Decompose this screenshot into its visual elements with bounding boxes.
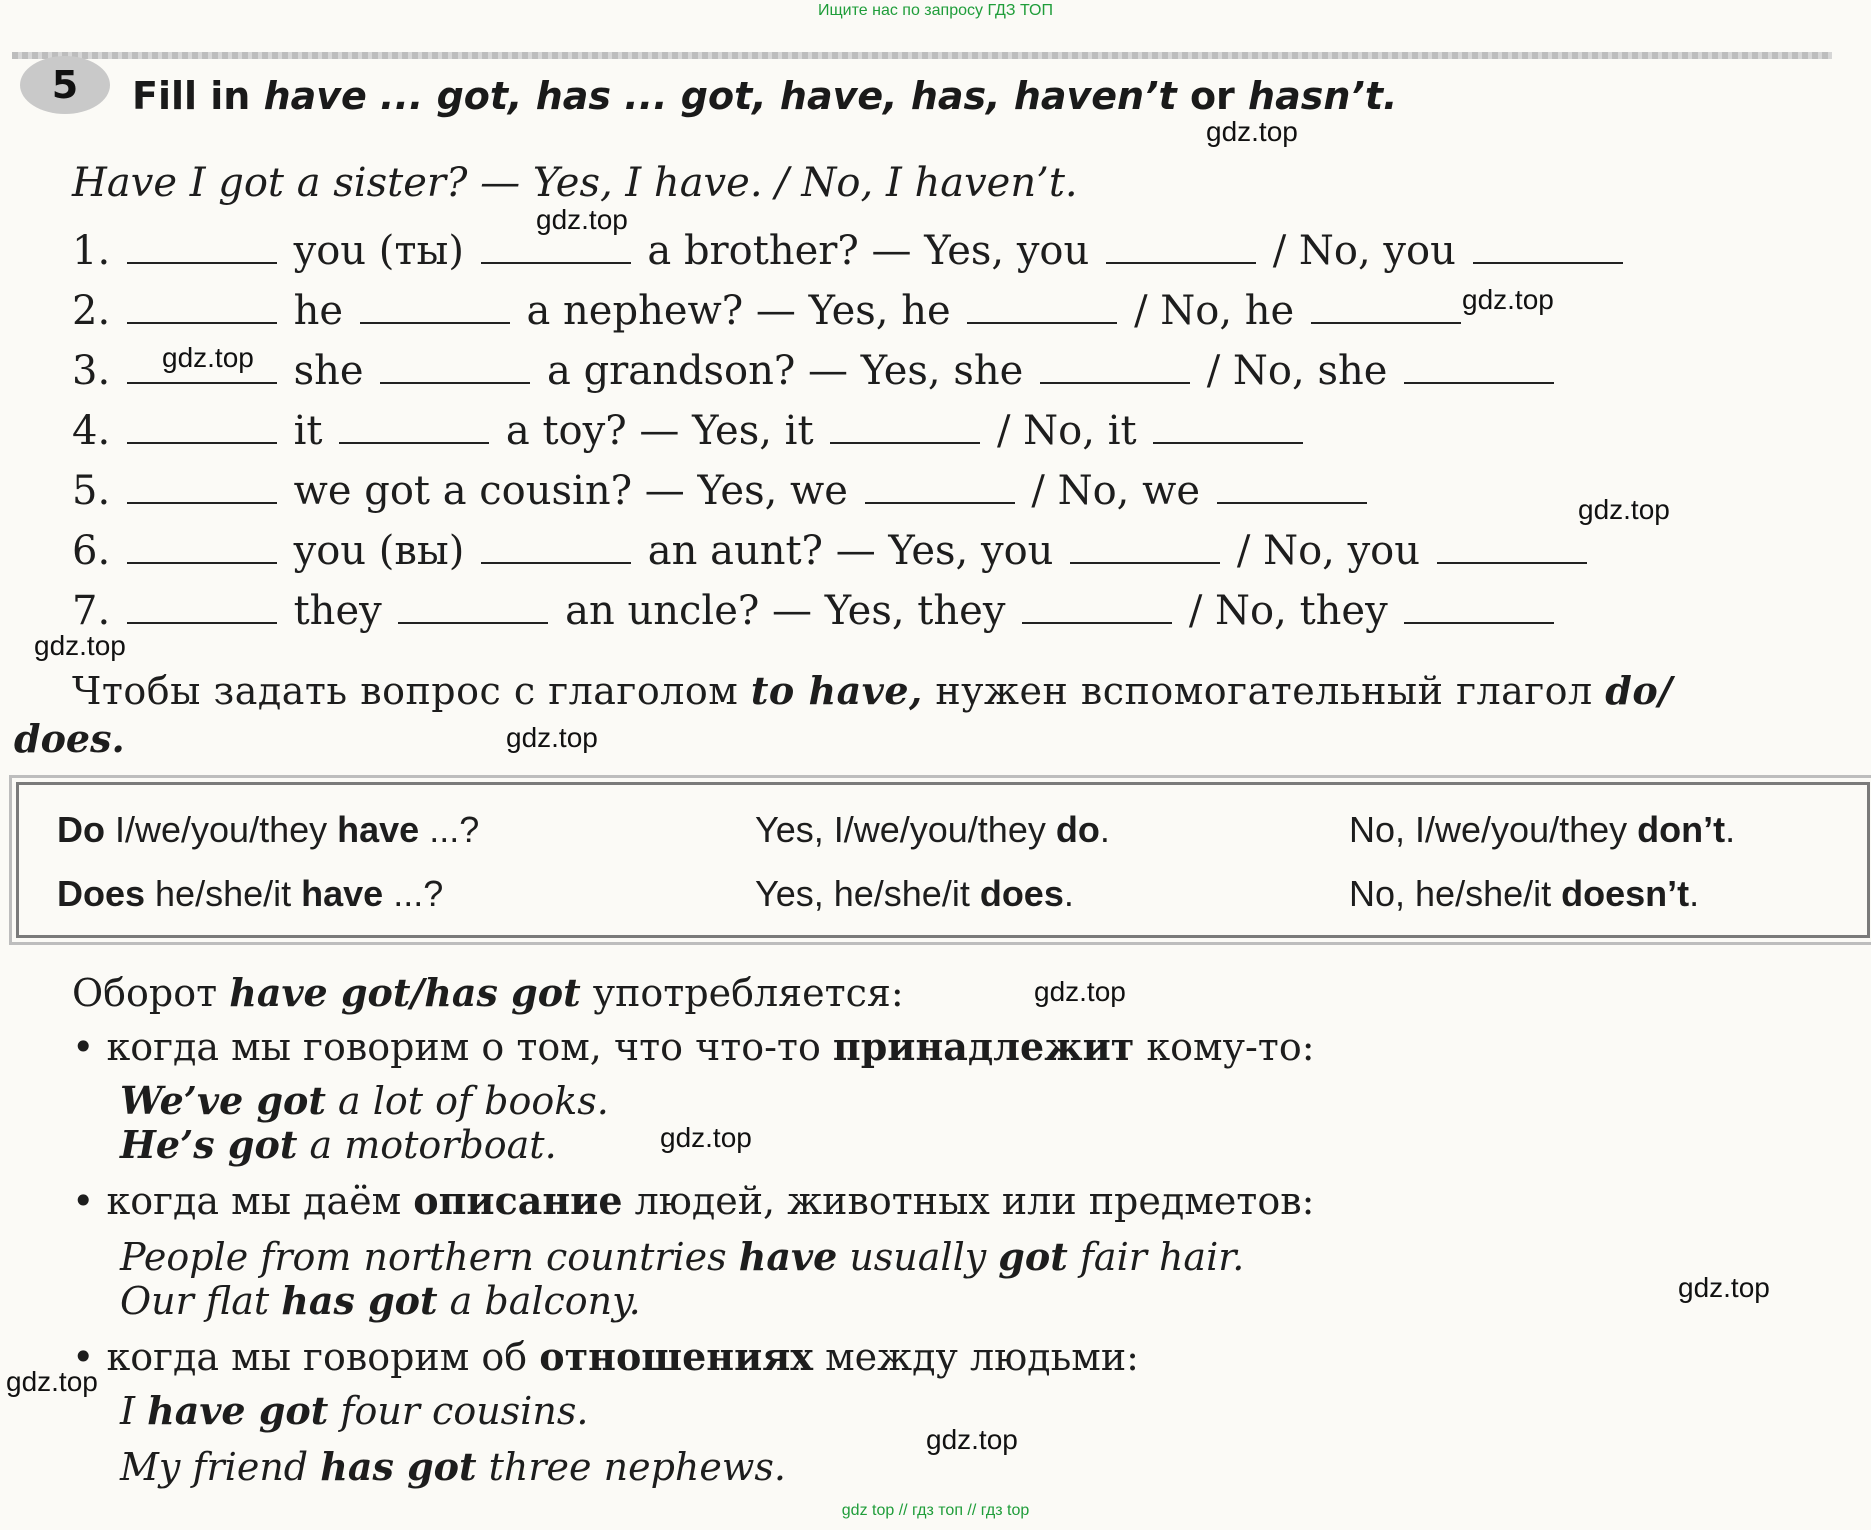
usage-bullet bbox=[72, 1178, 1314, 1223]
example-text: a lot of books. bbox=[325, 1079, 609, 1123]
exercise-heading bbox=[132, 74, 1397, 118]
short-answer-no-singular bbox=[1349, 873, 1699, 915]
item-text: / No, you bbox=[1236, 528, 1421, 574]
item-number: 6. bbox=[72, 528, 111, 574]
exercise-item bbox=[72, 528, 1591, 574]
answer-blank[interactable] bbox=[1217, 500, 1367, 504]
watermark: gdz.top bbox=[926, 1424, 1018, 1455]
item-number: 2. bbox=[72, 288, 111, 334]
answer-blank[interactable] bbox=[127, 500, 277, 504]
answer-blank[interactable] bbox=[127, 320, 277, 324]
watermark: gdz.top bbox=[6, 1366, 98, 1397]
example-emphasis: have bbox=[738, 1234, 838, 1279]
watermark: gdz.top bbox=[34, 630, 126, 661]
usage-example bbox=[120, 1078, 609, 1123]
item-number: 7. bbox=[72, 588, 111, 634]
watermark: gdz.top bbox=[1462, 284, 1554, 315]
auxiliary-note bbox=[72, 668, 1673, 713]
grammar-text: ...? bbox=[383, 873, 444, 914]
exercise-item bbox=[72, 408, 1307, 454]
usage-text: употребляется: bbox=[580, 971, 904, 1015]
example-sentence: Have I got a sister? — Yes, I have. / No, I haven’t. bbox=[72, 160, 1078, 206]
watermark: gdz.top bbox=[1034, 976, 1126, 1007]
heading-options: have ... got, has ... got, have, has, haven’t bbox=[263, 74, 1177, 118]
grammar-text: No, I/we/you/they bbox=[1349, 809, 1638, 850]
answer-blank[interactable] bbox=[865, 500, 1015, 504]
item-number: 1. bbox=[72, 228, 111, 274]
grammar-text: he/she/it bbox=[145, 873, 302, 914]
answer-blank[interactable] bbox=[127, 260, 277, 264]
grammar-text: . bbox=[1725, 809, 1736, 850]
example-text: four cousins. bbox=[328, 1389, 589, 1433]
watermark: gdz.top bbox=[506, 722, 598, 753]
bullet-text: людей, животных или предметов: bbox=[622, 1179, 1315, 1223]
bullet-text: • когда мы даём bbox=[72, 1179, 414, 1223]
usage-heading bbox=[72, 970, 904, 1015]
answer-blank[interactable] bbox=[360, 320, 510, 324]
item-text: they bbox=[293, 588, 382, 634]
exercise-item bbox=[72, 348, 1558, 394]
item-number: 3. bbox=[72, 348, 111, 394]
answer-blank[interactable] bbox=[481, 260, 631, 264]
short-answer-yes-singular bbox=[755, 873, 1074, 915]
note-emphasis: do/ bbox=[1605, 668, 1673, 713]
item-text: / No, he bbox=[1134, 288, 1295, 334]
bullet-emphasis: принадлежит bbox=[832, 1024, 1135, 1069]
grammar-text: I/we/you/they bbox=[105, 809, 338, 850]
answer-blank[interactable] bbox=[380, 380, 530, 384]
grammar-bold: Do bbox=[57, 809, 105, 850]
auxiliary-note-continued: does. bbox=[14, 716, 125, 761]
example-emphasis: We’ve got bbox=[120, 1078, 326, 1123]
exercise-item bbox=[72, 468, 1371, 514]
exercise-item bbox=[72, 588, 1558, 634]
usage-example bbox=[120, 1388, 588, 1433]
item-text: she bbox=[293, 348, 364, 394]
example-text: a balcony. bbox=[437, 1279, 641, 1323]
note-emphasis: to have, bbox=[750, 668, 923, 713]
watermark: gdz.top bbox=[536, 204, 628, 235]
usage-bullet bbox=[72, 1024, 1315, 1069]
item-text: a toy? — Yes, it bbox=[505, 408, 814, 454]
item-text: we got a cousin? — Yes, we bbox=[293, 468, 848, 514]
short-answer-no-plural bbox=[1349, 809, 1735, 851]
answer-blank[interactable] bbox=[1473, 260, 1623, 264]
answer-blank[interactable] bbox=[339, 440, 489, 444]
answer-blank[interactable] bbox=[1404, 380, 1554, 384]
grammar-text: ...? bbox=[419, 809, 480, 850]
answer-blank[interactable] bbox=[1404, 620, 1554, 624]
grammar-bold: do bbox=[1055, 809, 1100, 850]
heading-prefix: Fill in bbox=[132, 74, 264, 118]
example-text: usually bbox=[837, 1235, 999, 1279]
grammar-table bbox=[16, 782, 1870, 938]
footer-links[interactable]: gdz top // гдз топ // гдз top bbox=[841, 1502, 1030, 1519]
usage-example bbox=[120, 1122, 557, 1167]
bullet-text: • когда мы говорим о том, что что-то bbox=[72, 1025, 833, 1069]
answer-blank[interactable] bbox=[1106, 260, 1256, 264]
example-text: fair hair. bbox=[1067, 1235, 1245, 1279]
usage-bullet bbox=[72, 1334, 1139, 1379]
item-text: a grandson? — Yes, she bbox=[547, 348, 1024, 394]
answer-blank[interactable] bbox=[1070, 560, 1220, 564]
answer-blank[interactable] bbox=[398, 620, 548, 624]
usage-text: Оборот bbox=[72, 971, 230, 1015]
question-form-singular bbox=[57, 873, 443, 915]
usage-emphasis: have got/has got bbox=[229, 970, 581, 1015]
usage-example bbox=[120, 1444, 786, 1489]
answer-blank[interactable] bbox=[830, 440, 980, 444]
exercise-item bbox=[72, 228, 1627, 274]
grammar-bold: doesn’t bbox=[1561, 873, 1690, 914]
bullet-emphasis: отношениях bbox=[539, 1334, 814, 1379]
example-text: three nephews. bbox=[476, 1445, 786, 1489]
grammar-text: . bbox=[1689, 873, 1700, 914]
item-text: / No, they bbox=[1188, 588, 1388, 634]
item-text: an aunt? — Yes, you bbox=[647, 528, 1054, 574]
watermark: gdz.top bbox=[162, 342, 254, 373]
item-text: a brother? — Yes, you bbox=[647, 228, 1090, 274]
item-text: / No, you bbox=[1272, 228, 1456, 274]
example-emphasis: have got bbox=[147, 1388, 329, 1433]
grammar-text: . bbox=[1063, 873, 1074, 914]
answer-blank[interactable] bbox=[127, 620, 277, 624]
short-answer-yes-plural bbox=[755, 809, 1110, 851]
item-text: / No, it bbox=[996, 408, 1137, 454]
note-text: Чтобы задать вопрос с глаголом bbox=[72, 669, 751, 713]
grammar-text: No, he/she/it bbox=[1349, 873, 1562, 914]
grammar-text: Yes, he/she/it bbox=[755, 873, 980, 914]
heading-last: hasn’t. bbox=[1248, 74, 1398, 118]
watermark: gdz.top bbox=[1206, 116, 1298, 147]
item-number: 5. bbox=[72, 468, 111, 514]
exercise-item bbox=[72, 288, 1465, 334]
answer-blank[interactable] bbox=[127, 440, 277, 444]
example-text: Our flat bbox=[120, 1279, 282, 1323]
item-text: he bbox=[293, 288, 344, 334]
example-emphasis: got bbox=[998, 1234, 1068, 1279]
example-text: I bbox=[120, 1389, 148, 1433]
item-text: / No, she bbox=[1206, 348, 1388, 394]
watermark: gdz.top bbox=[1578, 494, 1670, 525]
answer-blank[interactable] bbox=[127, 380, 277, 384]
example-text: a motorboat. bbox=[297, 1123, 557, 1167]
item-text: / No, we bbox=[1031, 468, 1201, 514]
example-emphasis: He’s got bbox=[120, 1122, 298, 1167]
answer-blank[interactable] bbox=[967, 320, 1117, 324]
grammar-bold: Does bbox=[57, 873, 146, 914]
grammar-text: . bbox=[1099, 809, 1110, 850]
grammar-bold: have bbox=[301, 873, 384, 914]
grammar-bold: don’t bbox=[1637, 809, 1726, 850]
usage-example bbox=[120, 1278, 641, 1323]
item-text: a nephew? — Yes, he bbox=[526, 288, 951, 334]
item-text: you (вы) bbox=[293, 528, 465, 574]
bullet-text: кому-то: bbox=[1134, 1025, 1315, 1069]
grammar-text: Yes, I/we/you/they bbox=[755, 809, 1056, 850]
item-text: it bbox=[293, 408, 323, 454]
answer-blank[interactable] bbox=[1153, 440, 1303, 444]
usage-example bbox=[120, 1234, 1244, 1279]
example-emphasis: has got bbox=[281, 1278, 438, 1323]
bullet-text: • когда мы говорим об bbox=[72, 1335, 540, 1379]
question-form-plural bbox=[57, 809, 479, 851]
answer-blank[interactable] bbox=[127, 560, 277, 564]
heading-or: or bbox=[1176, 74, 1249, 118]
answer-blank[interactable] bbox=[1040, 380, 1190, 384]
item-number: 4. bbox=[72, 408, 111, 454]
watermark: gdz.top bbox=[1678, 1272, 1770, 1303]
note-text: нужен вспомогательный глагол bbox=[922, 669, 1606, 713]
bullet-text: между людьми: bbox=[813, 1335, 1139, 1379]
answer-blank[interactable] bbox=[481, 560, 631, 564]
watermark: gdz.top bbox=[660, 1122, 752, 1153]
header-rule bbox=[12, 52, 1832, 59]
example-text: People from northern countries bbox=[120, 1235, 739, 1279]
answer-blank[interactable] bbox=[1022, 620, 1172, 624]
example-text: My friend bbox=[120, 1445, 321, 1489]
top-banner[interactable]: Ищите нас по запросу ГДЗ ТОП bbox=[818, 2, 1053, 19]
bullet-emphasis: описание bbox=[413, 1178, 623, 1223]
exercise-number-badge: 5 bbox=[20, 56, 110, 114]
example-emphasis: has got bbox=[320, 1444, 477, 1489]
item-text: you (ты) bbox=[293, 228, 464, 274]
grammar-bold: have bbox=[337, 809, 420, 850]
grammar-bold: does bbox=[979, 873, 1064, 914]
answer-blank[interactable] bbox=[1311, 320, 1461, 324]
item-text: an uncle? — Yes, they bbox=[565, 588, 1006, 634]
answer-blank[interactable] bbox=[1437, 560, 1587, 564]
